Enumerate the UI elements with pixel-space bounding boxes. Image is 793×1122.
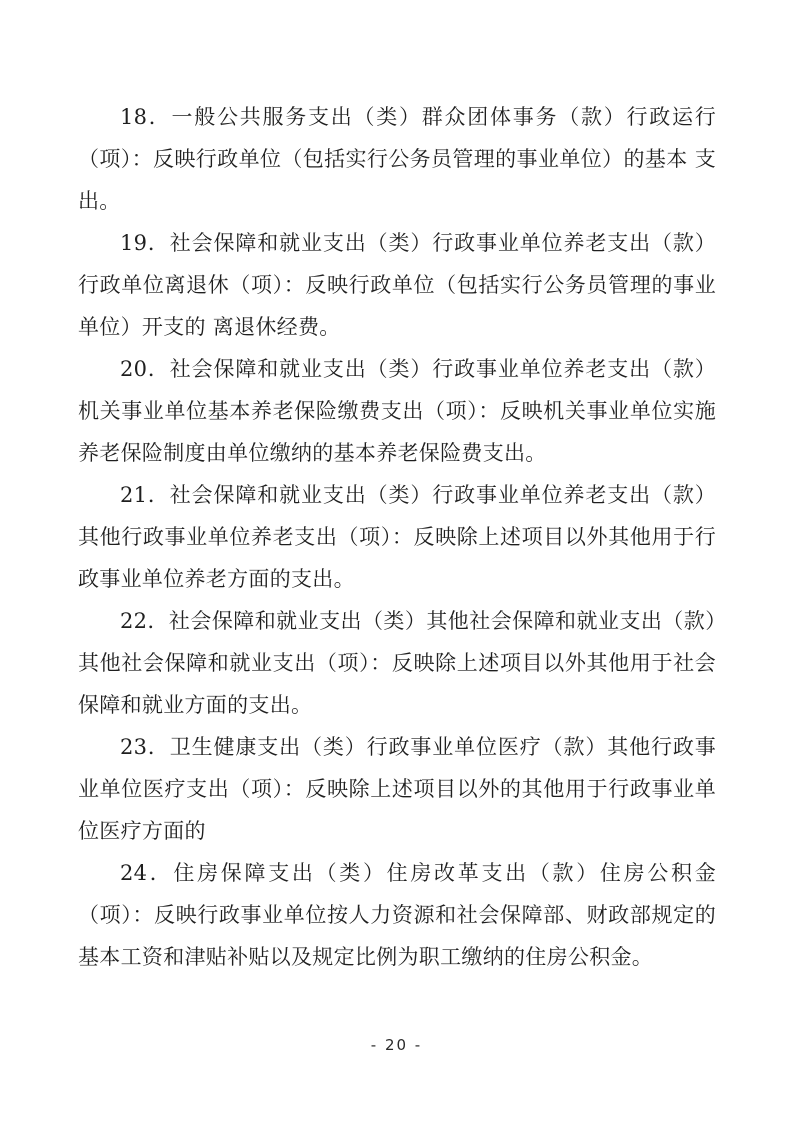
paragraph-item-21: 21．社会保障和就业支出（类）行政事业单位养老支出（款）其他行政事业单位养老支出（项）：反映除上述项目以外其他用于行政事业单位养老方面的支出。 bbox=[78, 483, 716, 591]
paragraph-item-19: 19．社会保障和就业支出（类）行政事业单位养老支出（款）行政单位离退休（项）：反映行政单位（包括实行公务员管理的事业单位）开支的 离退休经费。 bbox=[78, 231, 716, 339]
page-number: - 20 - bbox=[370, 1036, 423, 1054]
paragraph-item-18: 18．一般公共服务支出（类）群众团体事务（款）行政运行（项）：反映行政单位（包括实行公务员管理的事业单位）的基本 支出。 bbox=[78, 105, 716, 213]
paragraph-item-20: 20．社会保障和就业支出（类）行政事业单位养老支出（款）机关事业单位基本养老保险缴费支出（项）：反映机关事业单位实施养老保险制度由单位缴纳的基本养老保险费支出。 bbox=[78, 357, 716, 465]
page-footer bbox=[0, 1035, 793, 1054]
page-body bbox=[78, 96, 716, 978]
paragraph-item-23: 23．卫生健康支出（类）行政事业单位医疗（款）其他行政事业单位医疗支出（项）：反映除上述项目以外的其他用于行政事业单位医疗方面的 bbox=[78, 735, 716, 843]
paragraph-item-22: 22．社会保障和就业支出（类）其他社会保障和就业支出（款）其他社会保障和就业支出（项）：反映除上述项目以外其他用于社会保障和就业方面的支出。 bbox=[78, 609, 716, 717]
paragraph-item-24: 24．住房保障支出（类）住房改革支出（款）住房公积金（项）：反映行政事业单位按人力资源和社会保障部、财政部规定的 基本工资和津贴补贴以及规定比例为职工缴纳的住房公积金。 bbox=[78, 861, 716, 969]
